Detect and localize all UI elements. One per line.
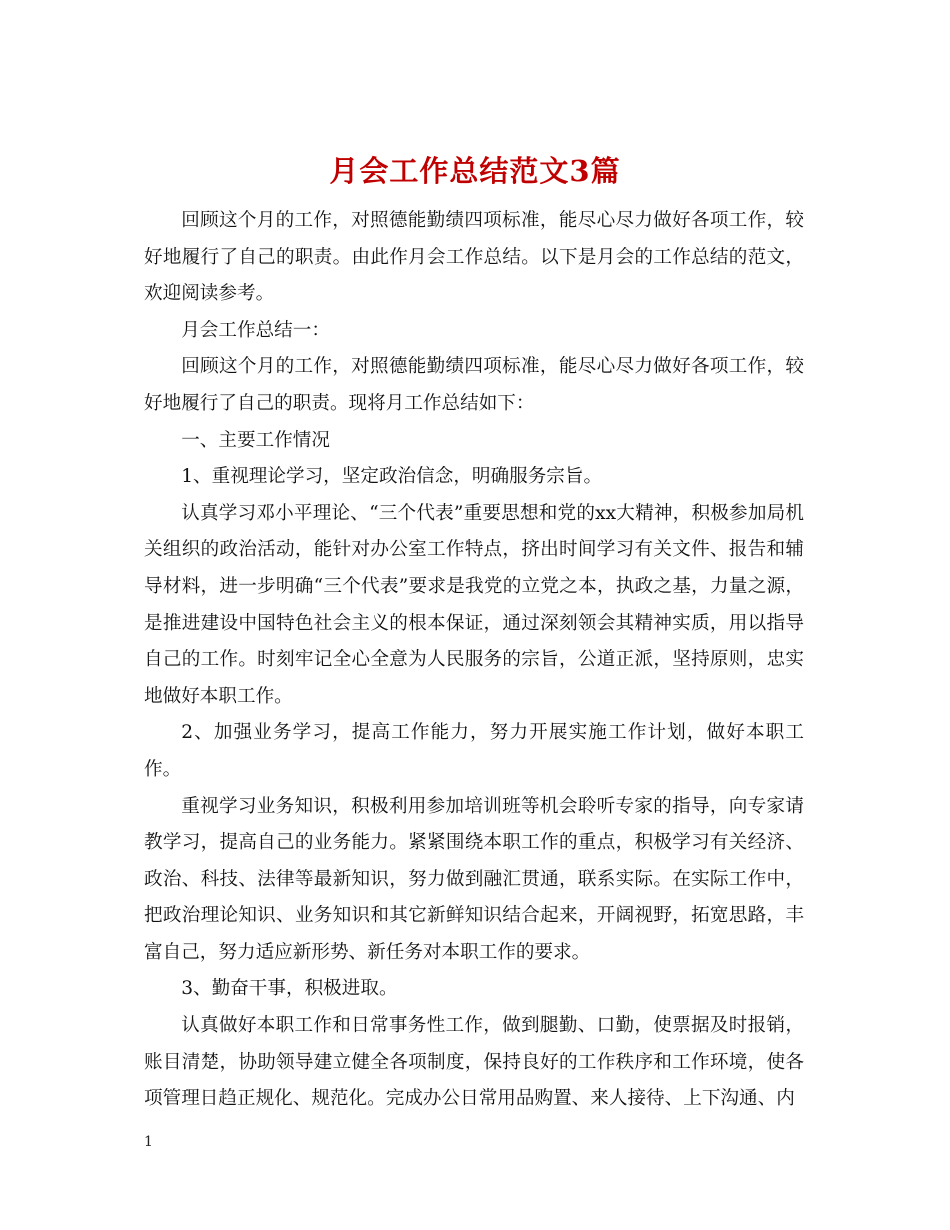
paragraph: 重视学习业务知识，积极利用参加培训班等机会聆听专家的指导，向专家请教学习，提高自己的业务能力。紧紧围绕本职工作的重点，积极学习有关经济、政治、科技、法律等最新知识，努力做到融汇贯通，联系实际。在实际工作中，把政治理论知识、业务知识和其它新鲜知识结合起来，开阔视野，拓宽思路，丰富自己，努力适应新形势、新任务对本职工作的要求。 — [144, 795, 804, 963]
intro-paragraph: 回顾这个月的工作，对照德能勤绩四项标准，能尽心尽力做好各项工作，较好地履行了自己的职责。由此作月会工作总结。以下是月会的工作总结的范文，欢迎阅读参考。 — [144, 210, 804, 305]
page-number: 1 — [144, 1134, 153, 1150]
document-body — [144, 203, 804, 1118]
list-item-heading: 2、加强业务学习，提高工作能力，努力开展实施工作计划，做好本职工作。 — [144, 722, 804, 780]
section-heading: 月会工作总结一： — [181, 319, 330, 341]
paragraph: 认真做好本职工作和日常事务性工作，做到腿勤、口勤，使票据及时报销，账目清楚，协助领导建立健全各项制度，保持良好的工作秩序和工作环境，使各项管理日趋正规化、规范化。完成办公日常用品购置、来人接待、上下沟通、内 — [144, 1015, 804, 1110]
paragraph: 认真学习邓小平理论、“三个代表”重要思想和党的xx大精神，积极参加局机关组织的政治活动，能针对办公室工作特点，挤出时间学习有关文件、报告和辅导材料，进一步明确“三个代表”要求是我党的立党之本，执政之基，力量之源，是推进建设中国特色社会主义的根本保证，通过深刻领会其精神实质，用以指导自己的工作。时刻牢记全心全意为人民服务的宗旨，公道正派，坚持原则，忠实地做好本职工作。 — [144, 502, 804, 707]
list-item-heading: 3、勤奋干事，积极进取。 — [181, 978, 398, 1000]
subheading: 一、主要工作情况 — [181, 429, 330, 451]
list-item-heading: 1、重视理论学习，坚定政治信念，明确服务宗旨。 — [181, 466, 603, 488]
paragraph: 回顾这个月的工作，对照德能勤绩四项标准，能尽心尽力做好各项工作，较好地履行了自己的职责。现将月工作总结如下： — [144, 356, 804, 414]
document-title: 月会工作总结范文3篇 — [329, 154, 621, 189]
